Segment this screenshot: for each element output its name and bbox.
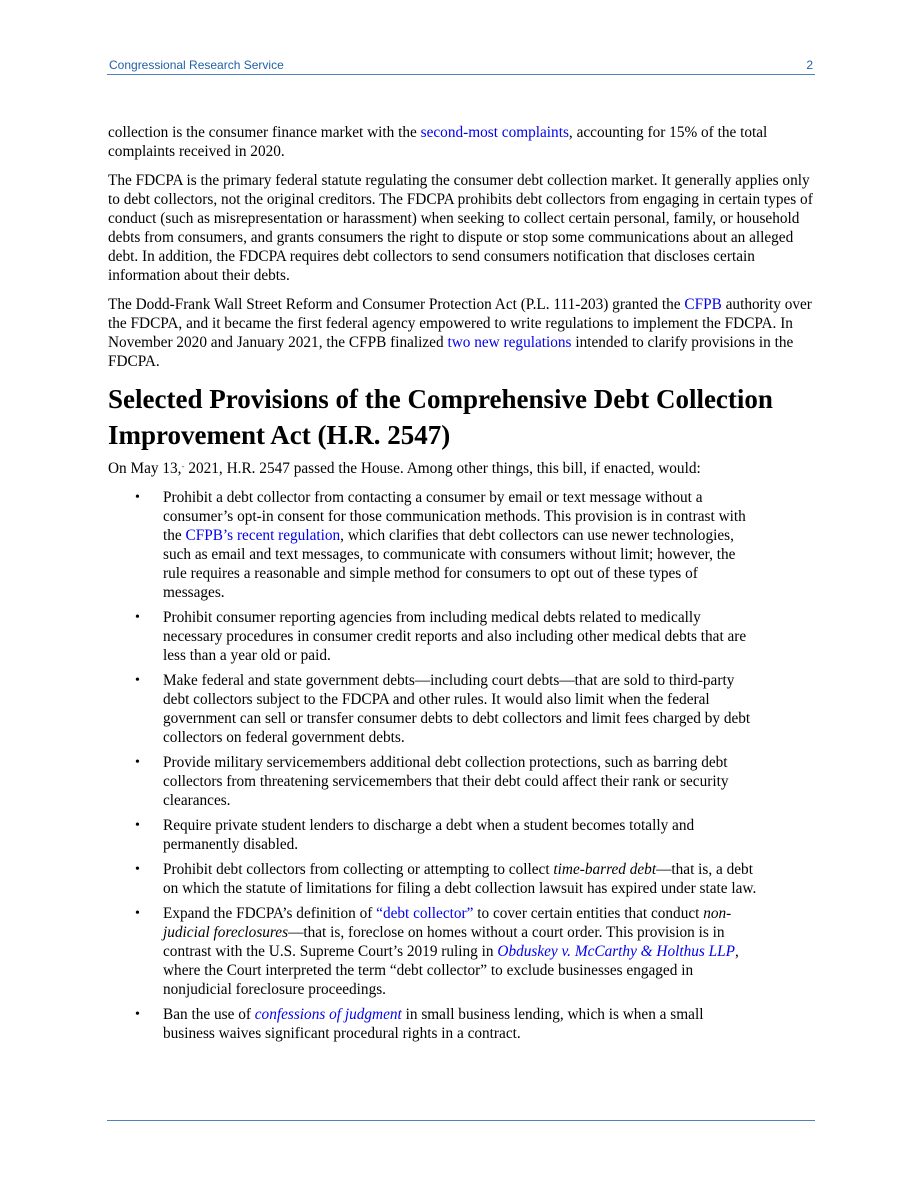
page-body [108,123,814,1049]
list-item [108,1005,758,1043]
provisions-list [108,488,758,1043]
list-item [108,671,758,747]
item-text: , where the Court interpreted the term “debt collector” to exclude businesses engaged in nonjudicial foreclosure proceedings. [163,943,739,998]
paragraph-text: authority over the FDCPA, and it became the first federal agency empowered to write regulations to implement the FDCPA. In November 2020 and January 2021, the CFPB finalized [108,296,812,351]
item-text: —that is, a debt on which the statute of limitations for filing a debt collection lawsuit has expired under state law. [163,861,757,897]
non-judicial-foreclosures-term: non-judicial foreclosures [163,905,732,941]
paragraph-fdcpa-overview: The FDCPA is the primary federal statute regulating the consumer debt collection market. It generally applies only to debt collectors, not the original creditors. The FDCPA prohibits debt collectors from engaging in certain types of conduct (such as misrepresentation or harassment) when seeking to collect certain personal, family, or household debts from consumers, and grants consumers the right to dispute or stop some communications about an alleged debt. In addition, the FDCPA requires debt collectors to send consumers notification that discloses certain information about their debts. [108,172,813,284]
item-text: Make federal and state government debts—including court debts—that are sold to third-party debt collectors subject to the FDCPA and other rules. It would also limit when the federal government can sell or transfer consumer debts to debt collectors and limit fees charged by debt collectors on federal government debts. [163,672,751,746]
debt-collector-link[interactable]: “debt collector” [376,905,474,922]
item-text: Prohibit consumer reporting agencies from including medical debts related to medically necessary procedures in consumer credit reports and also including other medical debts that are less than a year old or paid. [163,609,747,664]
paragraph-text: The Dodd-Frank Wall Street Reform and Consumer Protection Act (P.L. 111-203) granted the [108,296,685,313]
obduskey-case-link[interactable] [497,943,735,960]
item-text: Expand the FDCPA’s definition of [163,905,377,922]
paragraph-intro [108,457,814,478]
bullet-icon: • [135,755,140,770]
bullet-icon: • [135,1007,140,1022]
paragraph-text: intended to clarify provisions in the FDCPA. [108,334,794,370]
paragraph-text: collection is the consumer finance market with the [108,124,421,141]
time-barred-debt-term: time-barred debt [553,861,657,878]
list-item [108,860,758,898]
list-item [108,488,758,602]
list-item [108,904,758,999]
header-page-number: 2 [806,58,813,72]
paragraph-text: 2021, H.R. 2547 passed the House. Among other things, this bill, if enacted, would: [184,460,701,477]
bullet-icon: • [135,818,140,833]
second-most-complaints-link[interactable]: second-most complaints [420,124,569,141]
cfpb-link[interactable]: CFPB [684,296,722,313]
paragraph-complaints [108,123,814,161]
confessions-of-judgment-link[interactable] [255,1006,402,1023]
item-text: Require private student lenders to discharge a debt when a student becomes totally and permanently disabled. [163,817,695,853]
page-header [107,56,815,75]
list-item [108,816,758,854]
item-text: in small business lending, which is when a small business waives significant procedural rights in a contract. [163,1006,704,1042]
header-org-name: Congressional Research Service [109,58,284,72]
paragraph-text: On May 13, [108,460,182,477]
obduskey-case-title: Obduskey v. McCarthy & Holthus LLP [497,943,736,960]
paragraph-text: , accounting for 15% of the total complaints received in 2020. [108,124,768,160]
item-text: Provide military servicemembers additional debt collection protections, such as barring debt collectors from threatening servicemembers that their debt could affect their rank or security clearances. [163,754,729,809]
bullet-icon: • [135,490,140,505]
item-text: Prohibit a debt collector from contacting a consumer by email or text message without a consumer’s opt-in consent for those communication methods. This provision is in contrast with the [163,489,746,544]
list-item [108,753,758,810]
bullet-icon: • [135,906,140,921]
list-item [108,608,758,665]
bullet-icon: • [135,862,140,877]
confessions-of-judgment-term: confessions of judgment [254,1006,402,1023]
bullet-icon: • [135,610,140,625]
item-text: —that is, foreclose on homes without a court order. This provision is in contrast with the U.S. Supreme Court’s 2019 ruling in [163,924,725,960]
item-text: , which clarifies that debt collectors can use newer technologies, such as email and text messages, to communicate with consumers without limit; however, the rule requires a reasonable and simple method for consumers to opt out of these types of messages. [163,527,736,601]
cfpb-recent-regulation-link[interactable]: CFPB’s recent regulation [185,527,341,544]
item-text: to cover certain entities that conduct [473,905,704,922]
section-heading: Selected Provisions of the Comprehensive Debt Collection Improvement Act (H.R. 2547) [108,384,773,450]
footer-divider [107,1120,815,1121]
item-text: Prohibit debt collectors from collecting or attempting to collect [163,861,554,878]
stray-mark: - [181,461,185,471]
paragraph-dodd-frank [108,295,814,371]
item-text: Ban the use of [163,1006,255,1023]
two-new-regulations-link[interactable]: two new regulations [447,334,572,351]
bullet-icon: • [135,673,140,688]
